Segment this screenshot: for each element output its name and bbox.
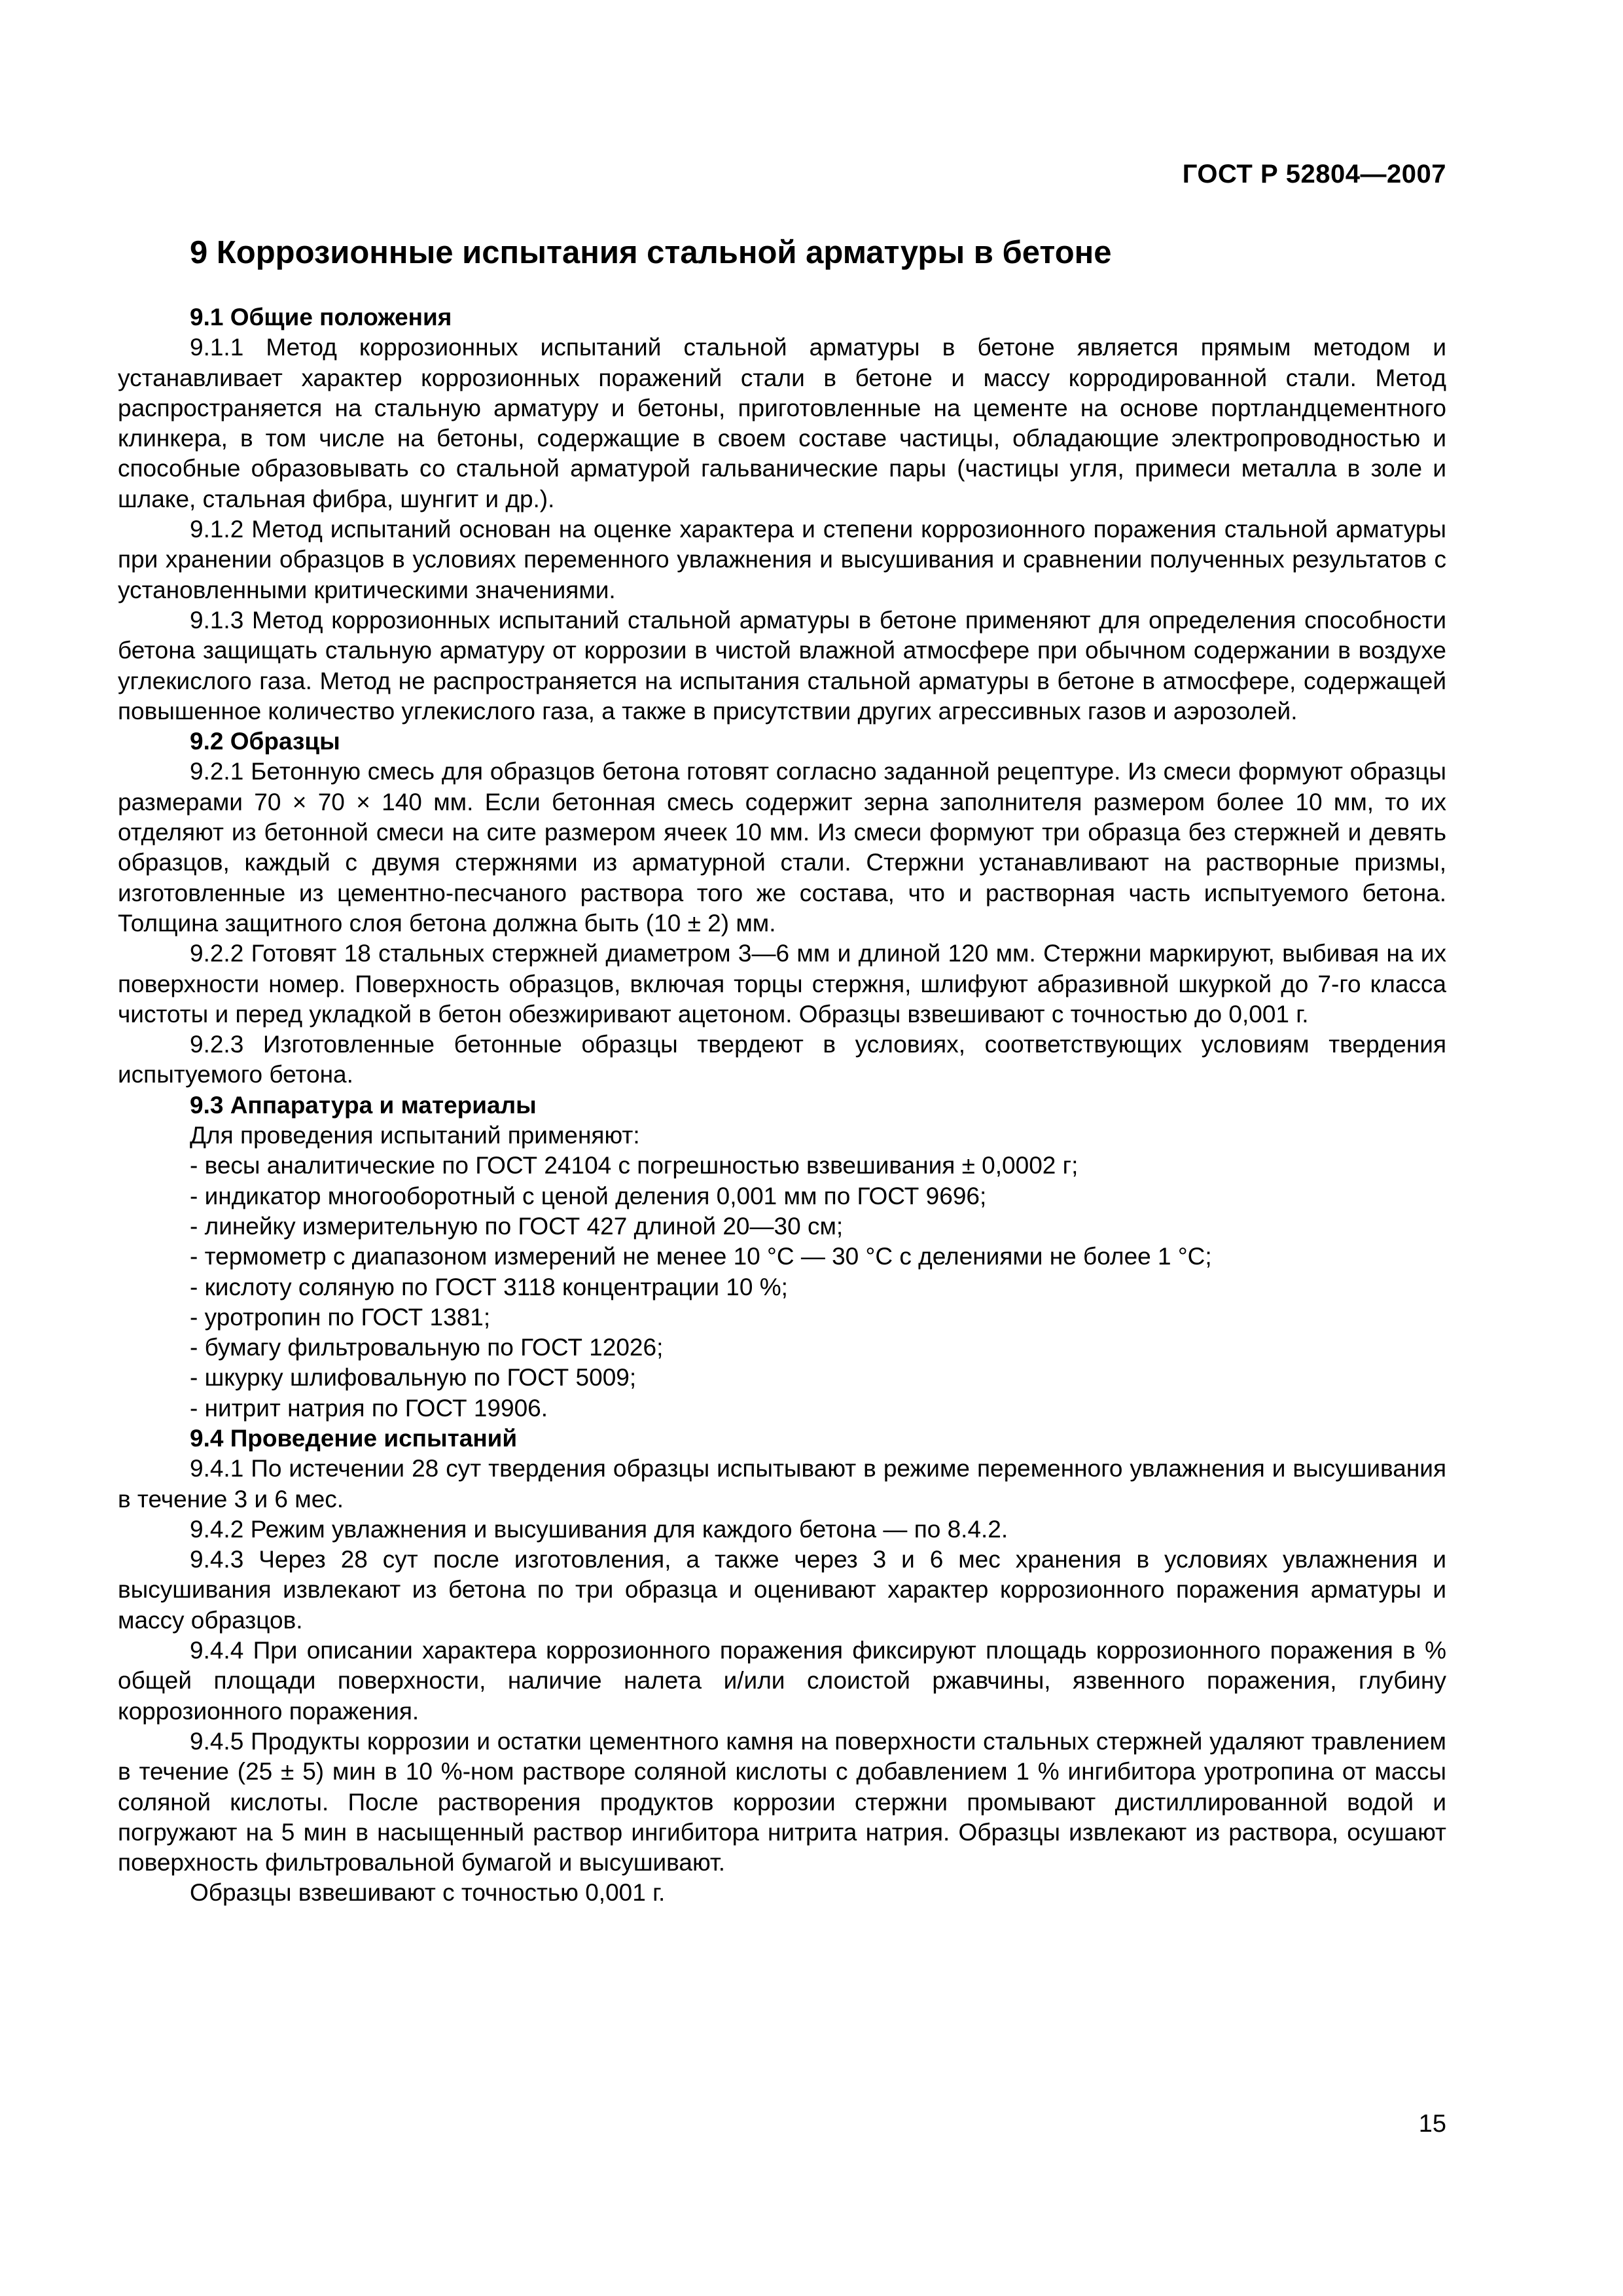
list-item: - бумагу фильтровальную по ГОСТ 12026; <box>190 1333 1446 1363</box>
section-title: 9 Коррозионные испытания стальной арматуры в бетоне <box>190 235 1112 270</box>
paragraph-9-2-2: 9.2.2 Готовят 18 стальных стержней диаметром 3—6 мм и длиной 120 мм. Стержни маркируют, выбивая на их поверхности номер. Поверхность образцов, включая торцы стержня, шлифуют абразивной шкуркой до 7-го класса чистоты и перед укладкой в бетон обезжиривают ацетоном. Образцы взвешивают с точностью до 0,001 г. <box>118 940 1446 1028</box>
subsection-heading-9-4: 9.4 Проведение испытаний <box>190 1424 518 1452</box>
paragraph-9-4-2: 9.4.2 Режим увлажнения и высушивания для каждого бетона — по 8.4.2. <box>190 1515 1008 1543</box>
document-body <box>118 302 1446 1909</box>
list-item: - нитрит натрия по ГОСТ 19906. <box>190 1393 1446 1424</box>
list-item: - шкурку шлифовальную по ГОСТ 5009; <box>190 1363 1446 1393</box>
subsection-heading-9-2: 9.2 Образцы <box>190 728 340 755</box>
document-code: ГОСТ Р 52804—2007 <box>1182 160 1446 188</box>
paragraph-9-4-5: 9.4.5 Продукты коррозии и остатки цементного камня на поверхности стальных стержней удаляют травлением в течение (25 ± 5) мин в 10 %-ном растворе соляной кислоты с добавлением 1 % ингибитора уротропина от массы соляной кислоты. После растворения продуктов коррозии стержни промывают дистиллированной водой и погружают на 5 мин в насыщенный раствор ингибитора нитрита натрия. Образцы извлекают из раствора, осушают поверхность фильтровальной бумагой и высушивают. <box>118 1727 1446 1876</box>
list-item: - кислоту соляную по ГОСТ 3118 концентрации 10 %; <box>190 1272 1446 1302</box>
paragraph-9-4-4: 9.4.4 При описании характера коррозионного поражения фиксируют площадь коррозионного поражения в % общей площади поверхности, наличие налета и/или слоистой ржавчины, язвенного поражения, глубину коррозионного поражения. <box>118 1637 1446 1725</box>
equipment-list <box>118 1151 1446 1424</box>
paragraph-9-1-2: 9.1.2 Метод испытаний основан на оценке характера и степени коррозионного поражения стальной арматуры при хранении образцов в условиях переменного увлажнения и высушивания и сравнении полученных результатов с установленными критическими значениями. <box>118 516 1446 603</box>
subsection-heading-9-3: 9.3 Аппаратура и материалы <box>190 1091 537 1119</box>
list-item: - уротропин по ГОСТ 1381; <box>190 1302 1446 1333</box>
paragraph-9-2-3: 9.2.3 Изготовленные бетонные образцы твердеют в условиях, соответствующих условиям твердения испытуемого бетона. <box>118 1031 1446 1088</box>
subsection-heading-9-1: 9.1 Общие положения <box>190 304 452 331</box>
page-number: 15 <box>1418 2110 1446 2138</box>
paragraph-weighing: Образцы взвешивают с точностью 0,001 г. <box>190 1879 666 1907</box>
list-item: - термометр с диапазоном измерений не менее 10 °С — 30 °С с делениями не более 1 °С; <box>190 1242 1446 1272</box>
paragraph-9-1-3: 9.1.3 Метод коррозионных испытаний стальной арматуры в бетоне применяют для определения способности бетона защищать стальную арматуру от коррозии в чистой влажной атмосфере при обычном содержании в воздухе углекислого газа. Метод не распространяется на испытания стальной арматуры в бетоне в атмосфере, содержащей повышенное количество углекислого газа, а также в присутствии других агрессивных газов и аэрозолей. <box>118 606 1446 725</box>
equipment-intro: Для проведения испытаний применяют: <box>190 1122 640 1149</box>
paragraph-9-4-1: 9.4.1 По истечении 28 сут твердения образцы испытывают в режиме переменного увлажнения и высушивания в течение 3 и 6 мес. <box>118 1455 1446 1513</box>
document-page <box>118 0 1446 2296</box>
list-item: - весы аналитические по ГОСТ 24104 с погрешностью взвешивания ± 0,0002 г; <box>190 1151 1446 1181</box>
list-item: - индикатор многооборотный с ценой деления 0,001 мм по ГОСТ 9696; <box>190 1181 1446 1211</box>
paragraph-9-2-1: 9.2.1 Бетонную смесь для образцов бетона готовят согласно заданной рецептуре. Из смеси формуют образцы размерами 70 × 70 × 140 мм. Если бетонная смесь содержит зерна заполнителя размером более 10 мм, то их отделяют из бетонной смеси на сите размером ячеек 10 мм. Из смеси формуют три образца без стержней и девять образцов, каждый с двумя стержнями из арматурной стали. Стержни устанавливают на растворные призмы, изготовленные из цементно-песчаного раствора того же состава, что и растворная часть испытуемого бетона. Толщина защитного слоя бетона должна быть (10 ± 2) мм. <box>118 758 1446 937</box>
list-item: - линейку измерительную по ГОСТ 427 длиной 20—30 см; <box>190 1211 1446 1242</box>
paragraph-9-1-1: 9.1.1 Метод коррозионных испытаний стальной арматуры в бетоне является прямым методом и устанавливает характер коррозионных поражений стали в бетоне и массу корродированной стали. Метод распространяется на стальную арматуру и бетоны, приготовленные на цементе на основе портландцементного клинкера, в том числе на бетоны, содержащие в своем составе частицы, обладающие электропроводностью и способные образовывать со стальной арматурой гальванические пары (частицы угля, примеси металла в золе и шлаке, стальная фибра, шунгит и др.). <box>118 334 1446 512</box>
paragraph-9-4-3: 9.4.3 Через 28 сут после изготовления, а также через 3 и 6 мес хранения в условиях увлажнения и высушивания извлекают из бетона по три образца и оценивают характер коррозионного поражения арматуры и массу образцов. <box>118 1546 1446 1634</box>
